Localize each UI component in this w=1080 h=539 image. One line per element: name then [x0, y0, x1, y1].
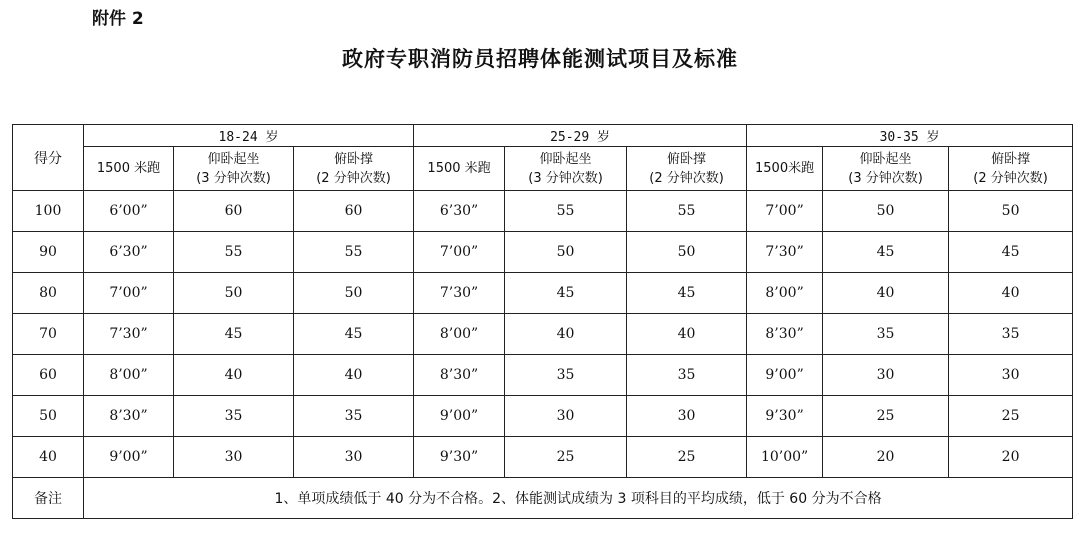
run-header-label: 1500 米跑: [427, 161, 491, 176]
table-cell: 45: [949, 232, 1073, 273]
run-header: [747, 147, 823, 191]
table-cell: 20: [949, 437, 1073, 478]
pushup-header: [294, 147, 414, 191]
pushup-header-label: 俯卧撑: [991, 151, 1031, 167]
situp-header-label: 仰卧起坐: [207, 151, 260, 167]
table-cell: 30: [627, 396, 747, 437]
table-cell: 10’00”: [747, 437, 823, 478]
score-cell: 90: [13, 232, 84, 273]
table-cell: 35: [949, 314, 1073, 355]
table-cell: 25: [505, 437, 627, 478]
table-cell: 35: [627, 355, 747, 396]
note-row: [13, 478, 1073, 519]
note-label: 备注: [13, 478, 84, 519]
table-cell: 30: [174, 437, 294, 478]
table-cell: 50: [823, 191, 949, 232]
run-header: [84, 147, 174, 191]
situp-header: [505, 147, 627, 191]
test-item-header-row: [13, 147, 1073, 191]
table-cell: 40: [505, 314, 627, 355]
table-row: [13, 355, 1073, 396]
table-row: [13, 314, 1073, 355]
pushup-header-label: 俯卧撑: [334, 151, 374, 167]
age-group-header-row: [13, 125, 1073, 147]
table-cell: 35: [294, 396, 414, 437]
table-cell: 40: [174, 355, 294, 396]
table-cell: 50: [174, 273, 294, 314]
table-cell: 55: [174, 232, 294, 273]
table-cell: 55: [505, 191, 627, 232]
age-group-header: 30-35 岁: [747, 125, 1073, 147]
table-cell: 25: [949, 396, 1073, 437]
table-cell: 6’30”: [414, 191, 505, 232]
table-row: [13, 396, 1073, 437]
table-cell: 45: [823, 232, 949, 273]
table-cell: 8’00”: [747, 273, 823, 314]
pushup-header: [627, 147, 747, 191]
note-text: 1、单项成绩低于 40 分为不合格。2、体能测试成绩为 3 项科目的平均成绩，低于 60 分为不合格: [84, 478, 1073, 519]
table-cell: 30: [505, 396, 627, 437]
table-cell: 50: [294, 273, 414, 314]
table-cell: 45: [294, 314, 414, 355]
table-cell: 9’30”: [414, 437, 505, 478]
table-cell: 8’30”: [84, 396, 174, 437]
table-cell: 20: [823, 437, 949, 478]
age-group-header: 18-24 岁: [84, 125, 414, 147]
table-cell: 50: [627, 232, 747, 273]
run-header-label: 1500米跑: [755, 161, 815, 176]
situp-header-unit: (3 分钟次数): [196, 170, 271, 186]
table-cell: 9’00”: [414, 396, 505, 437]
attachment-label: 附件 2: [92, 9, 144, 29]
table-cell: 40: [627, 314, 747, 355]
situp-header: [823, 147, 949, 191]
table-cell: 6’00”: [84, 191, 174, 232]
score-column-header: 得分: [13, 125, 84, 191]
table-cell: 9’00”: [747, 355, 823, 396]
situp-header-label: 仰卧起坐: [539, 151, 592, 167]
table-row: [13, 273, 1073, 314]
pushup-header-label: 俯卧撑: [667, 151, 707, 167]
table-cell: 30: [294, 437, 414, 478]
situp-header-unit: (3 分钟次数): [528, 170, 603, 186]
score-cell: 40: [13, 437, 84, 478]
table-cell: 7’00”: [414, 232, 505, 273]
page-title: 政府专职消防员招聘体能测试项目及标准: [342, 46, 738, 71]
table-row: [13, 437, 1073, 478]
table-cell: 50: [949, 191, 1073, 232]
table-row: [13, 232, 1073, 273]
table-cell: 25: [627, 437, 747, 478]
standards-table-body: [13, 125, 1073, 519]
score-cell: 50: [13, 396, 84, 437]
situp-header-unit: (3 分钟次数): [848, 170, 923, 186]
pushup-header-unit: (2 分钟次数): [316, 170, 391, 186]
table-cell: 8’00”: [84, 355, 174, 396]
table-cell: 7’30”: [414, 273, 505, 314]
table-cell: 40: [823, 273, 949, 314]
table-cell: 30: [949, 355, 1073, 396]
run-header: [414, 147, 505, 191]
table-cell: 8’30”: [414, 355, 505, 396]
table-cell: 7’00”: [747, 191, 823, 232]
table-cell: 9’30”: [747, 396, 823, 437]
table-cell: 7’00”: [84, 273, 174, 314]
pushup-header: [949, 147, 1073, 191]
table-cell: 35: [505, 355, 627, 396]
table-cell: 9’00”: [84, 437, 174, 478]
table-cell: 6’30”: [84, 232, 174, 273]
table-cell: 8’00”: [414, 314, 505, 355]
standards-table: [12, 124, 1073, 519]
table-cell: 55: [627, 191, 747, 232]
table-cell: 55: [294, 232, 414, 273]
situp-header-label: 仰卧起坐: [859, 151, 912, 167]
pushup-header-unit: (2 分钟次数): [973, 170, 1048, 186]
table-cell: 60: [174, 191, 294, 232]
table-cell: 30: [823, 355, 949, 396]
table-cell: 7’30”: [84, 314, 174, 355]
table-cell: 40: [949, 273, 1073, 314]
table-cell: 25: [823, 396, 949, 437]
table-cell: 8’30”: [747, 314, 823, 355]
score-cell: 100: [13, 191, 84, 232]
pushup-header-unit: (2 分钟次数): [649, 170, 724, 186]
table-cell: 45: [627, 273, 747, 314]
table-cell: 60: [294, 191, 414, 232]
table-cell: 35: [823, 314, 949, 355]
table-cell: 40: [294, 355, 414, 396]
table-cell: 35: [174, 396, 294, 437]
table-cell: 50: [505, 232, 627, 273]
score-cell: 70: [13, 314, 84, 355]
score-cell: 80: [13, 273, 84, 314]
table-cell: 45: [174, 314, 294, 355]
age-group-header: 25-29 岁: [414, 125, 747, 147]
score-cell: 60: [13, 355, 84, 396]
situp-header: [174, 147, 294, 191]
run-header-label: 1500 米跑: [96, 161, 161, 176]
table-row: [13, 191, 1073, 232]
table-cell: 45: [505, 273, 627, 314]
table-cell: 7’30”: [747, 232, 823, 273]
